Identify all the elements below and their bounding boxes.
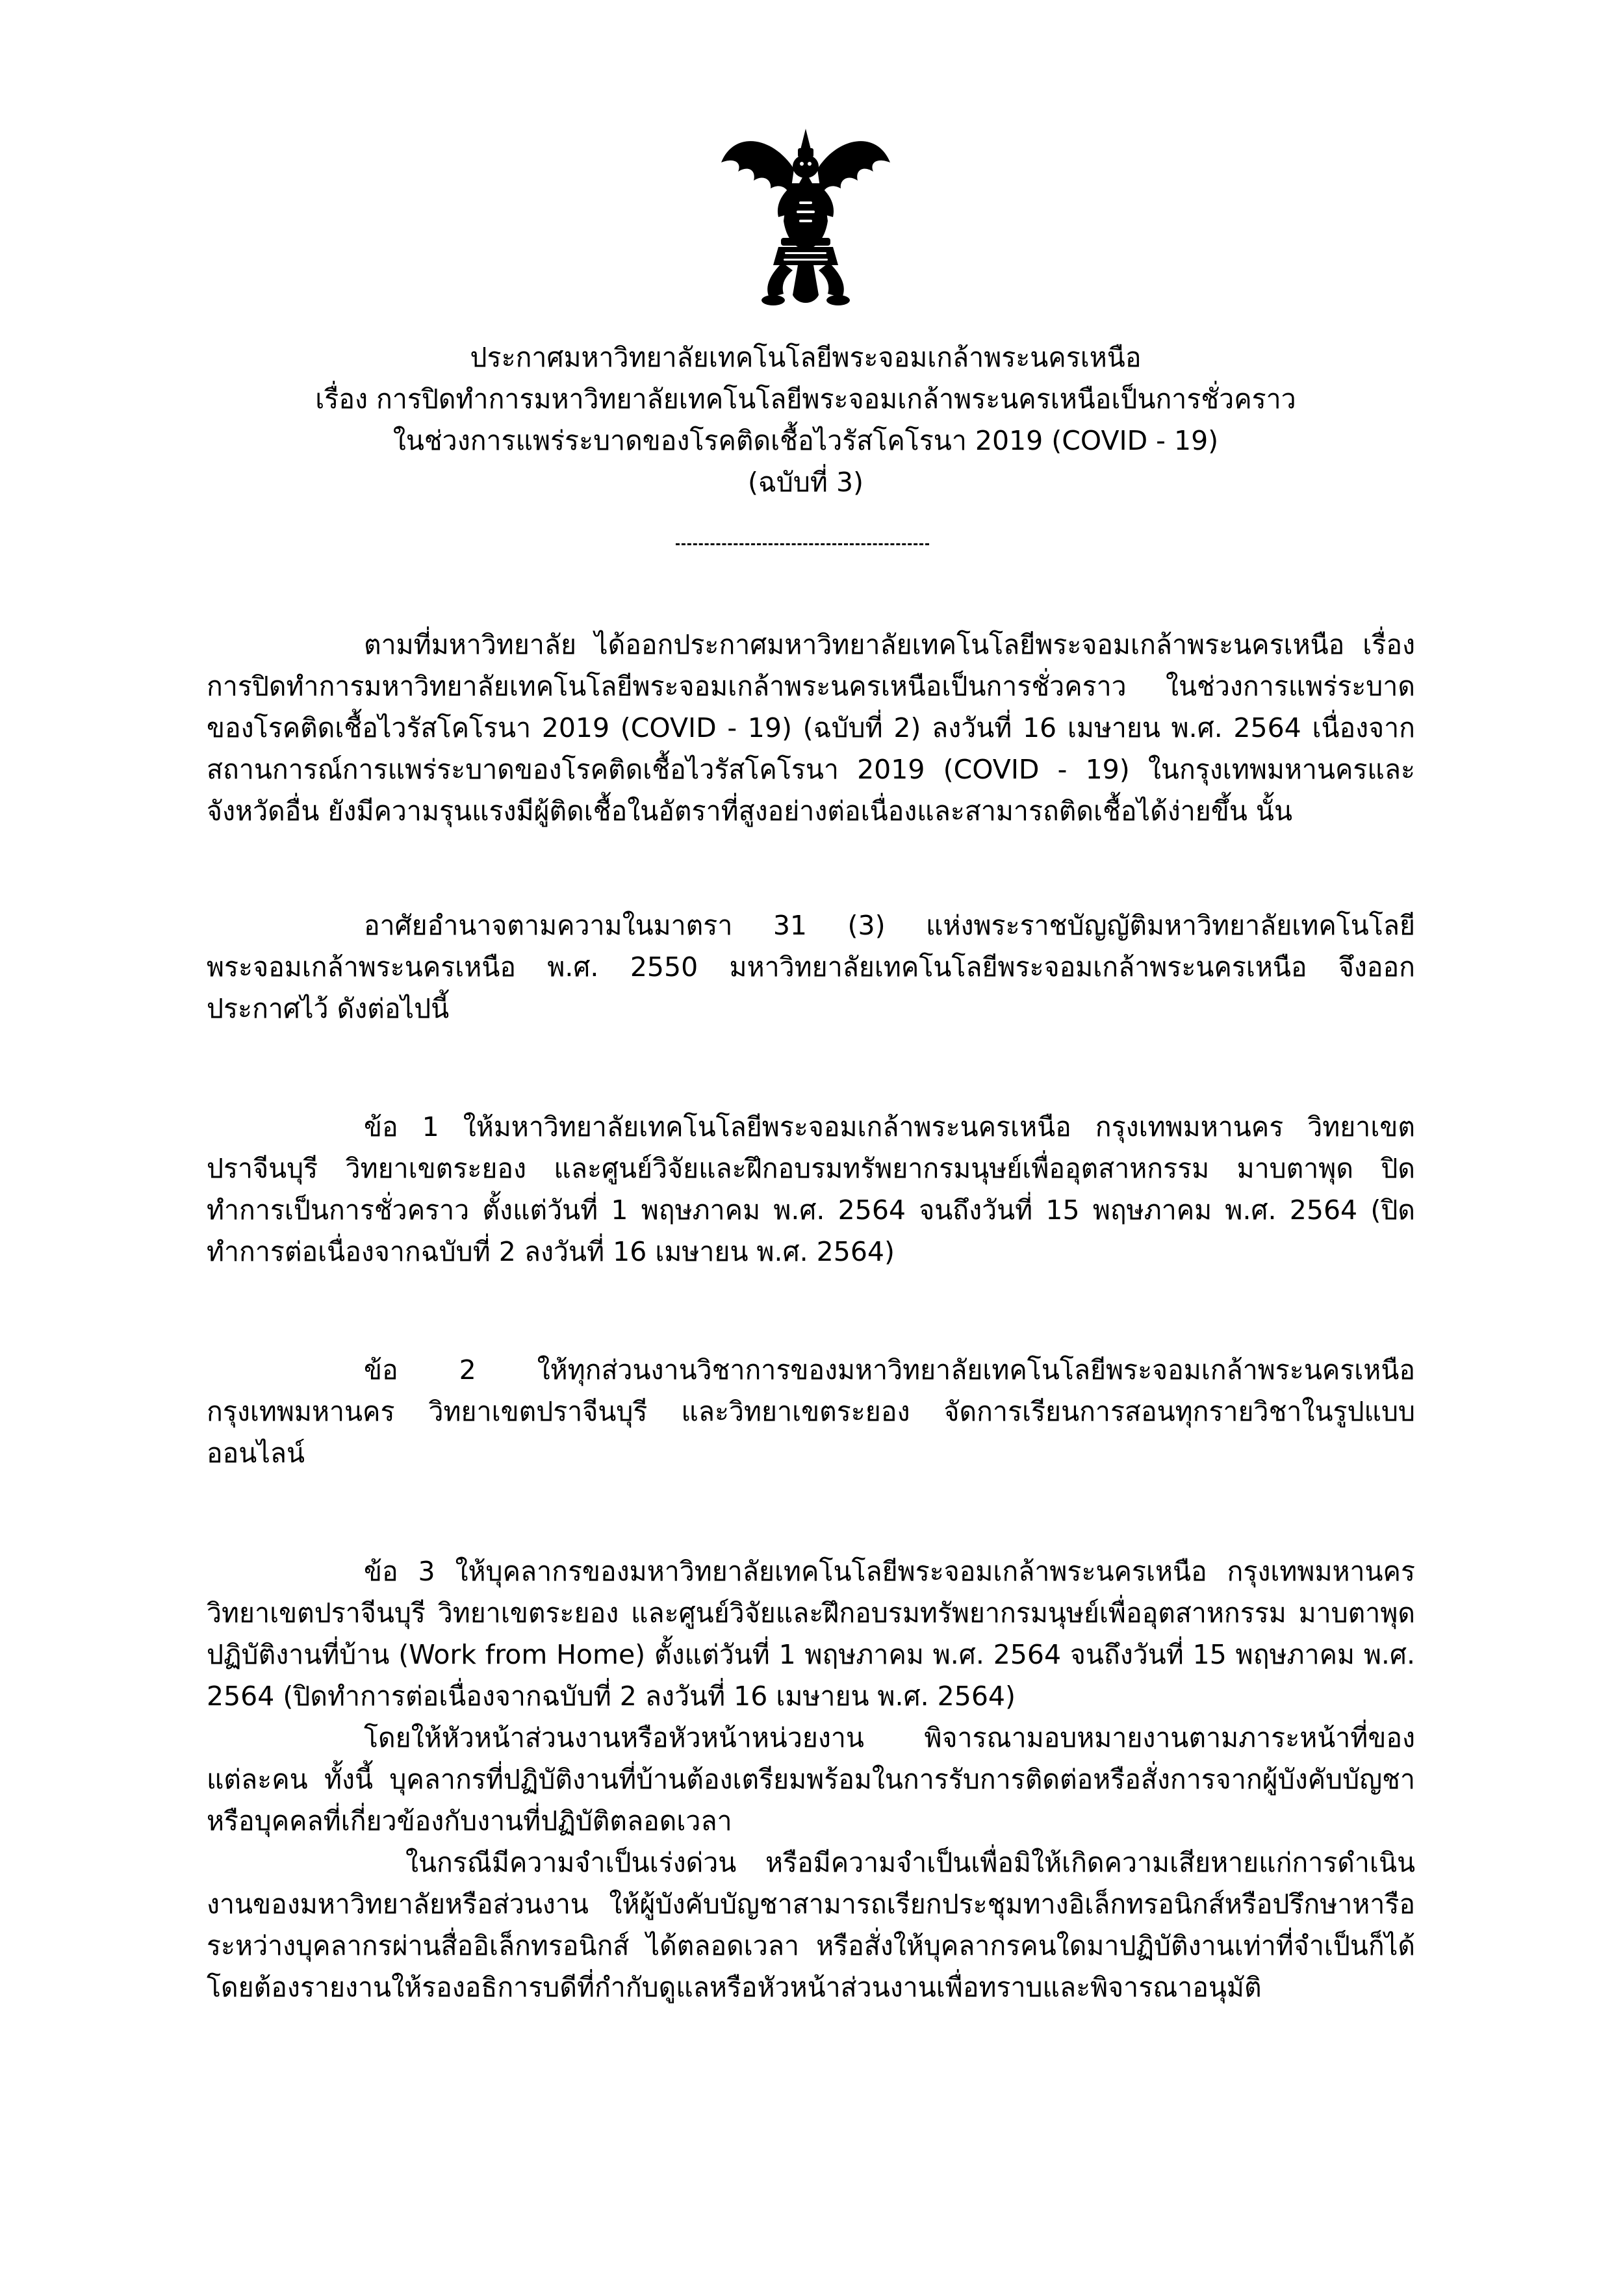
announcement-title	[195, 337, 1416, 503]
clause-1: ข้อ 1 ให้มหาวิทยาลัยเทคโนโลยีพระจอมเกล้าพระนครเหนือ กรุงเทพมหานคร วิทยาเขตปราจีนบุรี วิทยาเขตระยอง และศูนย์วิจัยและฝึกอบรมทรัพยากรมนุษย์เพื่ออุตสาหกรรม มาบตาพุด ปิดทำการเป็นการชั่วคราว ตั้งแต่วันที่ 1 พฤษภาคม พ.ศ. 2564 จนถึงวันที่ 15 พฤษภาคม พ.ศ. 2564 (ปิดทำการต่อเนื่องจากฉบับที่ 2 ลงวันที่ 16 เมษายน พ.ศ. 2564)	[207, 1111, 1415, 1267]
clause-3-assignment: โดยให้หัวหน้าส่วนงานหรือหัวหน้าหน่วยงาน พิจารณามอบหมายงานตามภาระหน้าที่ของแต่ละคน ทั้งนี้ บุคลากรที่ปฏิบัติงานที่บ้านต้องเตรียมพร้อมในการรับการติดต่อหรือสั่งการจากผู้บังคับบัญชาหรือบุคคลที่เกี่ยวข้องกับงานที่ปฏิบัติตลอดเวลา	[207, 1722, 1415, 1837]
clause-3-urgent-case: ในกรณีมีความจำเป็นเร่งด่วน หรือมีความจำเป็นเพื่อมิให้เกิดความเสียหายแก่การดำเนินงานของมหาวิทยาลัยหรือส่วนงาน ให้ผู้บังคับบัญชาสามารถเรียกประชุมทางอิเล็กทรอนิกส์หรือปรึกษาหารือระหว่างบุคลากรผ่านสื่ออิเล็กทรอนิกส์ ได้ตลอดเวลา หรือสั่งให้บุคลากรคนใดมาปฏิบัติงานเท่าที่จำเป็นก็ได้โดยต้องรายงานให้รองอธิการบดีที่กำกับดูแลหรือหัวหน้าส่วนงานเพื่อทราบและพิจารณาอนุมัติ	[207, 1847, 1415, 2003]
title-separator	[676, 543, 929, 545]
title-line-1: ประกาศมหาวิทยาลัยเทคโนโลยีพระจอมเกล้าพระนครเหนือ	[470, 342, 1142, 373]
clause-2: ข้อ 2 ให้ทุกส่วนงานวิชาการของมหาวิทยาลัยเทคโนโลยีพระจอมเกล้าพระนครเหนือ กรุงเทพมหานคร วิทยาเขตปราจีนบุรี และวิทยาเขตระยอง จัดการเรียนการสอนทุกรายวิชาในรูปแบบออนไลน์	[207, 1354, 1415, 1469]
title-line-3: ในช่วงการแพร่ระบาดของโรคติดเชื้อไวรัสโคโรนา 2019 (COVID - 19)	[392, 425, 1219, 456]
announcement-body	[207, 624, 1415, 2008]
title-line-2: เรื่อง การปิดทำการมหาวิทยาลัยเทคโนโลยีพระจอมเกล้าพระนครเหนือเป็นการชั่วคราว	[315, 383, 1296, 415]
garuda-emblem	[708, 123, 903, 318]
garuda-emblem-icon	[708, 123, 903, 318]
issue-number: (ฉบับที่ 3)	[747, 467, 864, 498]
intro-paragraph: ตามที่มหาวิทยาลัย ได้ออกประกาศมหาวิทยาลัยเทคโนโลยีพระจอมเกล้าพระนครเหนือ เรื่อง การปิดทำการมหาวิทยาลัยเทคโนโลยีพระจอมเกล้าพระนครเหนือเป็นการชั่วคราว ในช่วงการแพร่ระบาดของโรคติดเชื้อไวรัสโคโรนา 2019 (COVID - 19) (ฉบับที่ 2) ลงวันที่ 16 เมษายน พ.ศ. 2564 เนื่องจากสถานการณ์การแพร่ระบาดของโรคติดเชื้อไวรัสโคโรนา 2019 (COVID - 19) ในกรุงเทพมหานครและจังหวัดอื่น ยังมีความรุนแรงมีผู้ติดเชื้อในอัตราที่สูงอย่างต่อเนื่องและสามารถติดเชื้อได้ง่ายขึ้น นั้น	[207, 629, 1415, 827]
clause-3: ข้อ 3 ให้บุคลากรของมหาวิทยาลัยเทคโนโลยีพระจอมเกล้าพระนครเหนือ กรุงเทพมหานคร วิทยาเขตปราจีนบุรี วิทยาเขตระยอง และศูนย์วิจัยและฝึกอบรมทรัพยากรมนุษย์เพื่ออุตสาหกรรม มาบตาพุด ปฏิบัติงานที่บ้าน (Work from Home) ตั้งแต่วันที่ 1 พฤษภาคม พ.ศ. 2564 จนถึงวันที่ 15 พฤษภาคม พ.ศ. 2564 (ปิดทำการต่อเนื่องจากฉบับที่ 2 ลงวันที่ 16 เมษายน พ.ศ. 2564)	[207, 1556, 1415, 1712]
authority-paragraph: อาศัยอำนาจตามความในมาตรา 31 (3) แห่งพระราชบัญญัติมหาวิทยาลัยเทคโนโลยีพระจอมเกล้าพระนครเหนือ พ.ศ. 2550 มหาวิทยาลัยเทคโนโลยีพระจอมเกล้าพระนครเหนือ จึงออกประกาศไว้ ดังต่อไปนี้	[207, 910, 1415, 1024]
